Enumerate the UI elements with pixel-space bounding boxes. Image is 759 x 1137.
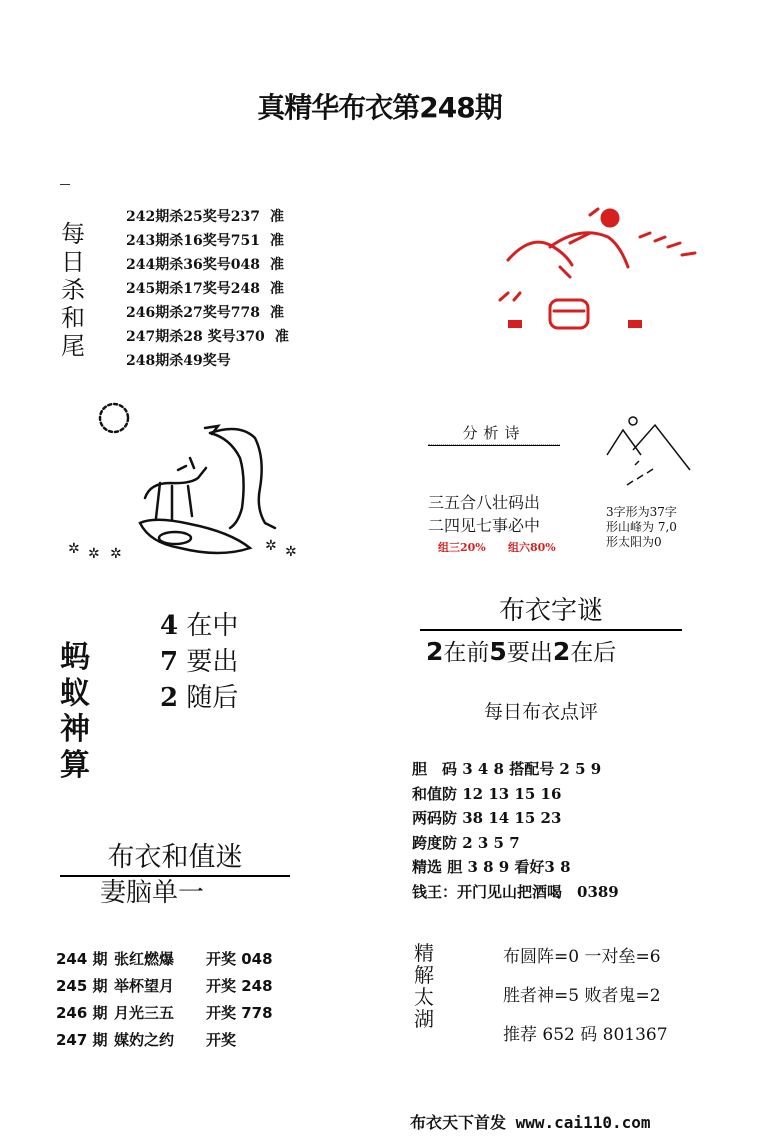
side-char: 每 [61,220,85,248]
poem-title: 分析诗 [428,422,560,446]
kill-list [126,205,289,373]
poem-tag-2: 组六80% [508,541,556,554]
poem-right-line: 形太阳为0 [606,535,662,549]
list-item: 跨度防 2 3 5 7 [412,833,520,852]
poem-right-line: 3字形为37字 [606,505,677,519]
list-item: 247期杀28 奖号370 准 [126,329,289,345]
sum-riddle-subtitle: 妻脑单一 [100,878,205,908]
list-item: 精选 胆 3 8 9 看好3 8 [412,858,571,876]
list-item: 248期杀49奖号 [126,353,231,369]
table-row: 247 期 媒妁之约 开奖 [56,1031,237,1049]
list-item: 245期杀17奖号248 准 [126,281,284,297]
poem-right-text [606,505,677,550]
ant-predictions [160,608,238,716]
svg-text:✲: ✲ [110,546,122,562]
lake-list [503,938,668,1055]
review-title: 每日布衣点评 [484,701,599,723]
sum-riddle-title: 布衣和值迷 [60,835,290,877]
side-char: 蚁 [60,676,90,711]
side-char: 蚂 [60,640,90,675]
list-item: 4 在中 [160,611,239,641]
poem-line-1: 三五合八壮码出 [428,493,541,512]
side-char: 尾 [61,332,85,360]
riddle-title: 布衣字谜 [420,590,682,631]
list-item: 243期杀16奖号751 准 [126,233,284,249]
svg-text:✲: ✲ [265,538,277,554]
list-item: 钱王：开门见山把酒喝 0389 [412,882,619,901]
list-item: 推荐 652 码 801367 [503,1025,668,1045]
side-char: 日 [61,248,85,276]
side-char: 杀 [61,276,85,304]
svg-text:✲: ✲ [285,544,297,560]
mountain-sketch [605,415,695,505]
side-char: 精 [414,941,434,965]
poem-divider [428,444,560,445]
side-char: 解 [414,963,434,987]
antelope-drawing [60,398,300,568]
list-item: 244期杀36奖号048 准 [126,257,284,273]
poem-right-line: 形山峰为 7,0 [606,520,677,534]
list-item: 两码防 38 14 15 23 [412,809,562,827]
list-item: 布圆阵=0 一对垒=6 [503,947,661,967]
list-item: 和值防 12 13 15 16 [412,784,562,803]
list-item: 2 随后 [160,683,239,713]
page-title: 真精华布衣第248期 [257,91,502,124]
side-char: 和 [61,304,85,332]
list-item: 7 要出 [160,647,239,677]
table-row: 246 期 月光三五 开奖 778 [56,1004,273,1022]
poem-line-2: 二四见七事必中 [428,516,541,535]
divider-mark [60,184,70,185]
footer-site: 布衣天下首发 www.cai110.com [410,1113,651,1132]
side-char: 太 [414,985,434,1009]
table-row: 245 期 举杯望月 开奖 248 [56,977,273,995]
list-item: 242期杀25奖号237 准 [126,209,284,225]
kill-side-label [58,220,88,360]
side-char: 湖 [414,1007,434,1031]
list-item: 246期杀27奖号778 准 [126,305,284,321]
svg-text:✲: ✲ [88,546,100,562]
poem-tag-1: 组三20% [438,541,486,554]
list-item: 胆 码 3 4 8 搭配号 2 5 9 [412,760,602,778]
list-item: 胜者神=5 败者鬼=2 [503,986,661,1006]
red-mountain-drawing [490,205,710,335]
riddle-text: 2在前5要出2在后 [426,637,617,666]
lake-side-label [411,942,437,1030]
svg-text:✲: ✲ [68,541,80,557]
sum-riddle-list [56,946,273,1054]
ant-side-label [60,640,100,784]
side-char: 神 [60,712,90,747]
table-row: 244 期 张红燃爆 开奖 048 [56,950,273,968]
side-char: 算 [60,748,90,783]
review-list [412,757,619,904]
